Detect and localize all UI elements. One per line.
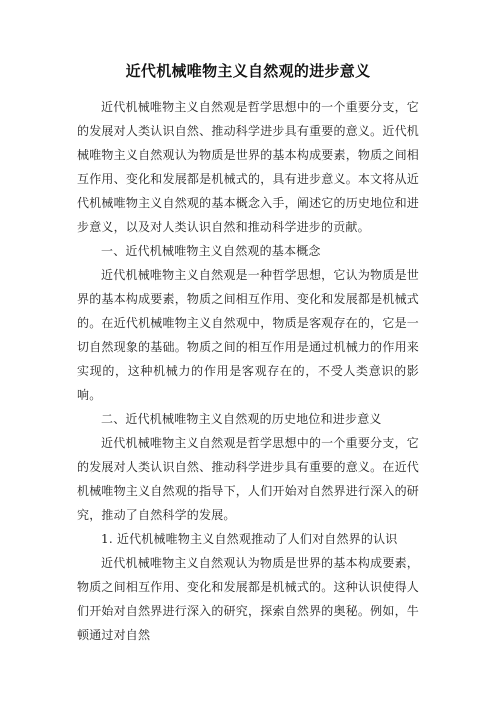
body-paragraph: 近代机械唯物主义自然观是一种哲学思想，它认为物质是世界的基本构成要素，物质之间相互作用、变化和发展都是机械式的。在近代机械唯物主义自然观中，物质是客观存在的，它是一切自然现象的基础。物质之间的相互作用是通过机械力的作用来实现的，这种机械力的作用是客观存在的，不受人类意识的影响。 [77,268,419,402]
document-body [77,95,419,647]
body-paragraph: 近代机械唯物主义自然观认为物质是世界的基本构成要素，物质之间相互作用、变化和发展都是机械式的。这种认识使得人们开始对自然界进行深入的研究，探索自然界的奥秘。例如，牛顿通过对自然 [77,556,419,642]
section-heading-2: 二、近代机械唯物主义自然观的历史地位和进步意义 [101,412,382,426]
body-paragraph: 近代机械唯物主义自然观是哲学思想中的一个重要分支，它的发展对人类认识自然、推动科学进步具有重要的意义。在近代机械唯物主义自然观的指导下，人们开始对自然界进行深入的研究，推动了自然科学的发展。 [77,436,419,522]
section-heading-1: 一、近代机械唯物主义自然观的基本概念 [101,244,321,258]
subsection-heading-1: 1. 近代机械唯物主义自然观推动了人们对自然界的认识 [101,532,398,546]
intro-paragraph: 近代机械唯物主义自然观是哲学思想中的一个重要分支，它的发展对人类认识自然、推动科学进步具有重要的意义。近代机械唯物主义自然观认为物质是世界的基本构成要素，物质之间相互作用、变化和发展都是机械式的，具有进步意义。本文将从近代机械唯物主义自然观的基本概念入手，阐述它的历史地位和进步意义，以及对人类认识自然和推动科学进步的贡献。 [77,100,419,234]
document-title: 近代机械唯物主义自然观的进步意义 [125,62,371,80]
